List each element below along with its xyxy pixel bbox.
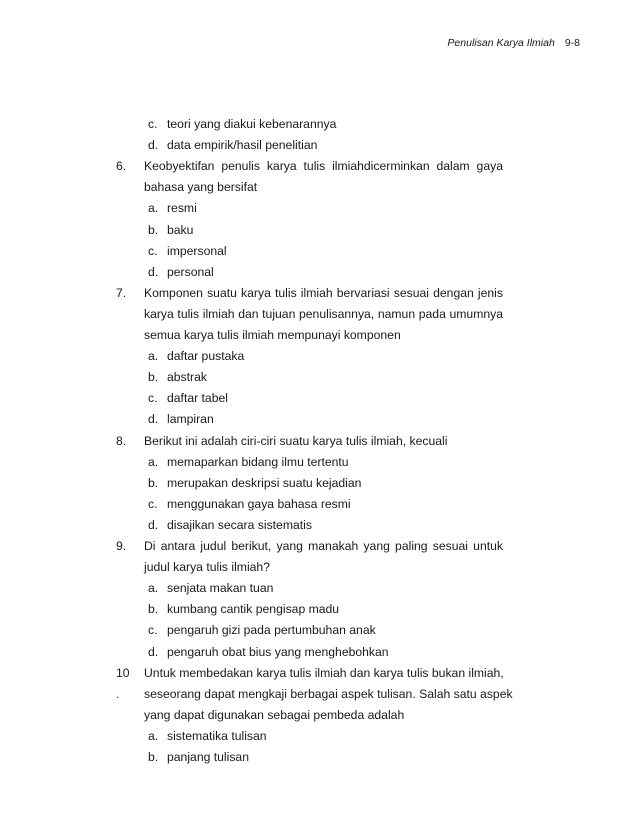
question-number: 8. <box>116 434 127 448</box>
option-text: personal <box>167 265 214 279</box>
question-line <box>0 539 638 555</box>
option-letter: b. <box>148 370 159 384</box>
question-text: Di antara judul berikut, yang manakah yang paling sesuai untuk <box>144 539 503 553</box>
question-text: Komponen suatu karya tulis ilmiah bervariasi sesuai dengan jenis <box>144 286 503 300</box>
question-number: 7. <box>116 286 127 300</box>
question-line <box>0 434 638 450</box>
option-letter: b. <box>148 223 159 237</box>
option-text: sistematika tulisan <box>167 729 267 743</box>
option-text: pengaruh gizi pada pertumbuhan anak <box>167 623 376 637</box>
question-number: 9. <box>116 539 127 553</box>
answer-option <box>0 497 638 513</box>
option-letter: c. <box>148 117 158 131</box>
option-text: pengaruh obat bius yang menghebohkan <box>167 645 389 659</box>
question-text: seseorang dapat mengkaji berbagai aspek tulisan. Salah satu aspek <box>144 687 513 701</box>
option-text: merupakan deskripsi suatu kejadian <box>167 476 362 490</box>
option-letter: c. <box>148 391 158 405</box>
answer-option <box>0 117 638 133</box>
answer-option <box>0 476 638 492</box>
answer-option <box>0 349 638 365</box>
answer-option <box>0 750 638 766</box>
option-letter: a. <box>148 455 159 469</box>
question-text: Untuk membedakan karya tulis ilmiah dan karya tulis bukan ilmiah, <box>144 666 504 680</box>
answer-option <box>0 645 638 661</box>
answer-option <box>0 370 638 386</box>
question-line <box>0 708 638 724</box>
option-letter: a. <box>148 581 159 595</box>
option-letter: d. <box>148 138 159 152</box>
answer-option <box>0 138 638 154</box>
question-text: Keobyektifan penulis karya tulis ilmiahdicerminkan dalam gaya <box>144 159 503 173</box>
question-line <box>0 687 638 703</box>
option-text: daftar pustaka <box>167 349 245 363</box>
question-line <box>0 180 638 196</box>
option-letter: d. <box>148 645 159 659</box>
question-text: semua karya tulis ilmiah mempunayi komponen <box>144 328 401 342</box>
option-text: data empirik/hasil penelitian <box>167 138 318 152</box>
question-text: yang dapat digunakan sebagai pembeda adalah <box>144 708 405 722</box>
question-line <box>0 328 638 344</box>
option-text: impersonal <box>167 244 227 258</box>
option-letter: c. <box>148 244 158 258</box>
option-letter: d. <box>148 518 159 532</box>
option-letter: c. <box>148 497 158 511</box>
option-text: lampiran <box>167 412 214 426</box>
answer-option <box>0 244 638 260</box>
question-number: 10 <box>116 666 130 680</box>
answer-option <box>0 602 638 618</box>
option-letter: b. <box>148 476 159 490</box>
answer-option <box>0 223 638 239</box>
option-text: abstrak <box>167 370 207 384</box>
answer-option <box>0 391 638 407</box>
answer-option <box>0 729 638 745</box>
question-line <box>0 159 638 175</box>
answer-option <box>0 455 638 471</box>
question-number: . <box>116 687 120 701</box>
answer-option <box>0 265 638 281</box>
option-text: resmi <box>167 201 197 215</box>
question-text: karya tulis ilmiah dan tujuan penulisannya, namun pada umumnya <box>144 307 503 321</box>
question-line <box>0 560 638 576</box>
answer-option <box>0 412 638 428</box>
option-text: kumbang cantik pengisap madu <box>167 602 340 616</box>
option-text: disajikan secara sistematis <box>167 518 312 532</box>
option-letter: c. <box>148 623 158 637</box>
option-text: menggunakan gaya bahasa resmi <box>167 497 351 511</box>
question-line <box>0 286 638 302</box>
question-number: 6. <box>116 159 127 173</box>
answer-option <box>0 518 638 534</box>
page-number: 9-8 <box>564 37 580 49</box>
answer-option <box>0 201 638 217</box>
option-text: panjang tulisan <box>167 750 249 764</box>
option-letter: a. <box>148 349 159 363</box>
running-header-title: Penulisan Karya Ilmiah <box>447 37 555 49</box>
option-letter: a. <box>148 201 159 215</box>
question-line <box>0 307 638 323</box>
question-text: Berikut ini adalah ciri-ciri suatu karya tulis ilmiah, kecuali <box>144 434 448 448</box>
option-letter: a. <box>148 729 159 743</box>
option-letter: d. <box>148 265 159 279</box>
option-text: baku <box>167 223 194 237</box>
option-letter: d. <box>148 412 159 426</box>
answer-option <box>0 623 638 639</box>
answer-option <box>0 581 638 597</box>
option-text: senjata makan tuan <box>167 581 274 595</box>
option-text: daftar tabel <box>167 391 228 405</box>
option-letter: b. <box>148 750 159 764</box>
question-line <box>0 666 638 682</box>
question-text: judul karya tulis ilmiah? <box>144 560 270 574</box>
option-letter: b. <box>148 602 159 616</box>
question-text: bahasa yang bersifat <box>144 180 258 194</box>
option-text: memaparkan bidang ilmu tertentu <box>167 455 349 469</box>
option-text: teori yang diakui kebenarannya <box>167 117 337 131</box>
